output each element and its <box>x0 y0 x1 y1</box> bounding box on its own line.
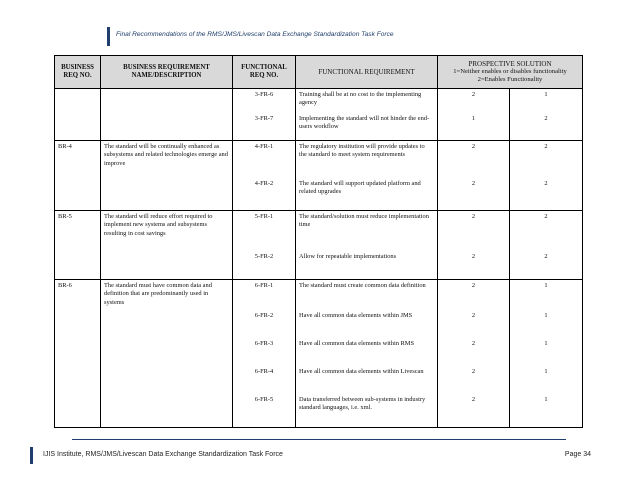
table-row <box>55 394 583 428</box>
cell-solution-1: 2 <box>438 141 510 178</box>
cell-solution-2: 2 <box>510 113 583 141</box>
table-header-row <box>55 56 583 89</box>
cell-br: BR-5 <box>55 211 101 251</box>
table-row <box>55 89 583 113</box>
cell-desc <box>101 113 233 141</box>
header-business-requirement: BUSINESS REQUIREMENT NAME/DESCRIPTION <box>101 56 233 89</box>
cell-fr: 6-FR-4 <box>233 366 296 394</box>
cell-solution-1: 2 <box>438 310 510 338</box>
cell-freq: The regulatory institution will provide updates to the standard to meet system requirements <box>296 141 438 178</box>
cell-br <box>55 251 101 280</box>
cell-solution-2: 1 <box>510 280 583 310</box>
table-row <box>55 310 583 338</box>
table-row <box>55 211 583 251</box>
cell-desc: The standard will reduce effort required to implement new systems and subsystems resulting in cost savings <box>101 211 233 251</box>
footer-accent-bar <box>30 447 33 464</box>
cell-desc <box>101 394 233 428</box>
cell-solution-1: 2 <box>438 178 510 211</box>
cell-desc <box>101 366 233 394</box>
page-number: Page 34 <box>564 451 591 458</box>
table-row <box>55 113 583 141</box>
cell-solution-2: 1 <box>510 394 583 428</box>
cell-solution-1: 2 <box>438 394 510 428</box>
cell-freq: The standard/solution must reduce implementation time <box>296 211 438 251</box>
cell-br <box>55 338 101 366</box>
cell-freq: Implementing the standard will not hinder the end-users workflow <box>296 113 438 141</box>
cell-desc <box>101 310 233 338</box>
cell-br <box>55 113 101 141</box>
cell-freq: Allow for repeatable implementations <box>296 251 438 280</box>
cell-freq: Data transferred between sub-systems in industry standard languages, i.e. xml. <box>296 394 438 428</box>
cell-fr: 6-FR-2 <box>233 310 296 338</box>
cell-br <box>55 89 101 113</box>
cell-freq: Have all common data elements within Livescan <box>296 366 438 394</box>
cell-solution-1: 2 <box>438 338 510 366</box>
cell-solution-2: 2 <box>510 211 583 251</box>
cell-fr: 6-FR-3 <box>233 338 296 366</box>
solution-legend-2: 2=Enables Functionality <box>477 76 543 84</box>
cell-fr: 5-FR-2 <box>233 251 296 280</box>
cell-solution-1: 2 <box>438 366 510 394</box>
cell-freq: The standard must create common data definition <box>296 280 438 310</box>
cell-br <box>55 394 101 428</box>
table-row <box>55 280 583 310</box>
cell-freq: Have all common data elements within RMS <box>296 338 438 366</box>
cell-desc <box>101 178 233 211</box>
cell-solution-1: 2 <box>438 251 510 280</box>
header-prospective-solution: PROSPECTIVE SOLUTION 1=Neither enables or disables functionality 2=Enables Functionality <box>438 56 583 89</box>
cell-freq: Have all common data elements within JMS <box>296 310 438 338</box>
header-accent-bar <box>107 27 110 46</box>
document-header-title: Final Recommendations of the RMS/JMS/Livescan Data Exchange Standardization Task Force <box>116 31 394 38</box>
table-row <box>55 338 583 366</box>
cell-desc: The standard will be continually enhanced as subsystems and related technologies emerge and improve <box>101 141 233 178</box>
cell-solution-2: 1 <box>510 338 583 366</box>
cell-desc <box>101 338 233 366</box>
cell-solution-2: 2 <box>510 251 583 280</box>
cell-solution-2: 1 <box>510 366 583 394</box>
cell-solution-2: 2 <box>510 178 583 211</box>
cell-solution-1: 2 <box>438 211 510 251</box>
cell-fr: 3-FR-6 <box>233 89 296 113</box>
cell-fr: 5-FR-1 <box>233 211 296 251</box>
requirements-table <box>54 55 583 428</box>
cell-solution-2: 1 <box>510 310 583 338</box>
cell-desc: The standard must have common data and definition that are predominantly used in systems <box>101 280 233 310</box>
cell-fr: 3-FR-7 <box>233 113 296 141</box>
cell-fr: 6-FR-5 <box>233 394 296 428</box>
cell-freq: Training shall be at no cost to the implementing agency <box>296 89 438 113</box>
cell-br <box>55 178 101 211</box>
solution-legend-1: 1=Neither enables or disables functionality <box>453 68 567 76</box>
cell-solution-2: 1 <box>510 89 583 113</box>
header-functional-requirement: FUNCTIONAL REQUIREMENT <box>296 56 438 89</box>
cell-br: BR-6 <box>55 280 101 310</box>
footer-divider <box>72 439 566 440</box>
cell-br <box>55 366 101 394</box>
cell-fr: 6-FR-1 <box>233 280 296 310</box>
table-row <box>55 141 583 178</box>
header-business-req-no: BUSINESS REQ NO. <box>55 56 101 89</box>
cell-fr: 4-FR-2 <box>233 178 296 211</box>
cell-desc <box>101 89 233 113</box>
table-row <box>55 366 583 394</box>
cell-solution-1: 2 <box>438 89 510 113</box>
cell-fr: 4-FR-1 <box>233 141 296 178</box>
cell-desc <box>101 251 233 280</box>
cell-solution-1: 2 <box>438 280 510 310</box>
table-row <box>55 251 583 280</box>
table-row <box>55 178 583 211</box>
cell-solution-1: 1 <box>438 113 510 141</box>
footer-text: IJIS Institute, RMS/JMS/Livescan Data Exchange Standardization Task Force <box>43 451 283 458</box>
cell-freq: The standard will support updated platform and related upgrades <box>296 178 438 211</box>
cell-br: BR-4 <box>55 141 101 178</box>
cell-br <box>55 310 101 338</box>
header-functional-req-no: FUNCTIONAL REQ NO. <box>233 56 296 89</box>
cell-solution-2: 2 <box>510 141 583 178</box>
